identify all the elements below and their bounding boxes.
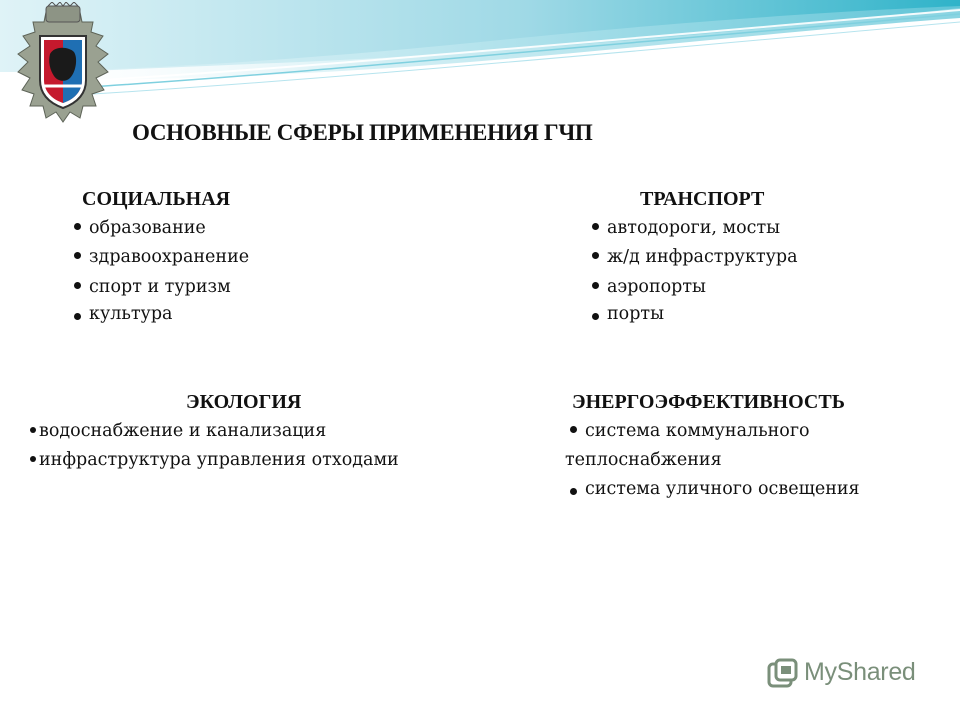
bullet-dot — [30, 456, 36, 462]
ecology-item — [30, 452, 399, 470]
bullet-dot — [592, 223, 599, 230]
transport-item — [592, 249, 798, 267]
social-item — [74, 249, 249, 267]
transport-heading: ТРАНСПОРТ — [640, 188, 765, 210]
energy-item-label: теплоснабжения — [565, 450, 722, 470]
social-item-label: образование — [89, 218, 206, 238]
bullet-dot — [592, 282, 599, 289]
social-heading: СОЦИАЛЬНАЯ — [82, 188, 231, 210]
energy-heading: ЭНЕРГОЭФФЕКТИВНОСТЬ — [572, 391, 845, 413]
social-item — [74, 279, 231, 297]
transport-item — [592, 306, 664, 324]
ecology-item-label: водоснабжение и канализация — [39, 421, 327, 441]
bullet-dot — [570, 426, 577, 433]
energy-item-continuation — [565, 452, 722, 470]
transport-item-label: ж/д инфраструктура — [607, 247, 798, 267]
social-item — [74, 220, 206, 238]
bullet-dot — [74, 282, 81, 289]
coat-of-arms-emblem — [8, 2, 118, 128]
social-item-label: здравоохранение — [89, 247, 250, 267]
energy-item-label: система коммунального — [585, 421, 810, 441]
transport-item — [592, 279, 706, 297]
ecology-item — [30, 423, 326, 441]
ecology-item-label: инфраструктура управления отходами — [39, 450, 399, 470]
bullet-dot — [74, 313, 81, 320]
header-swoosh — [0, 0, 960, 130]
transport-item-label: автодороги, мосты — [607, 218, 781, 238]
energy-item — [570, 423, 810, 441]
myshared-watermark-text: MyShared — [804, 658, 916, 686]
energy-item — [570, 481, 860, 499]
bullet-dot — [570, 488, 577, 495]
bullet-dot — [592, 313, 599, 320]
myshared-watermark — [766, 654, 936, 694]
social-item — [74, 306, 173, 324]
bullet-dot — [30, 427, 36, 433]
transport-item-label: аэропорты — [607, 277, 706, 297]
myshared-logo-icon — [766, 658, 800, 692]
energy-item-label: система уличного освещения — [585, 479, 860, 499]
social-item-label: культура — [89, 304, 173, 324]
ecology-heading: ЭКОЛОГИЯ — [186, 391, 302, 413]
bullet-dot — [592, 252, 599, 259]
bullet-dot — [74, 252, 81, 259]
bullet-dot — [74, 223, 81, 230]
transport-item — [592, 220, 780, 238]
social-item-label: спорт и туризм — [89, 277, 231, 297]
transport-item-label: порты — [607, 304, 665, 324]
slide-title-text: ОСНОВНЫЕ СФЕРЫ ПРИМЕНЕНИЯ ГЧП — [132, 120, 593, 145]
